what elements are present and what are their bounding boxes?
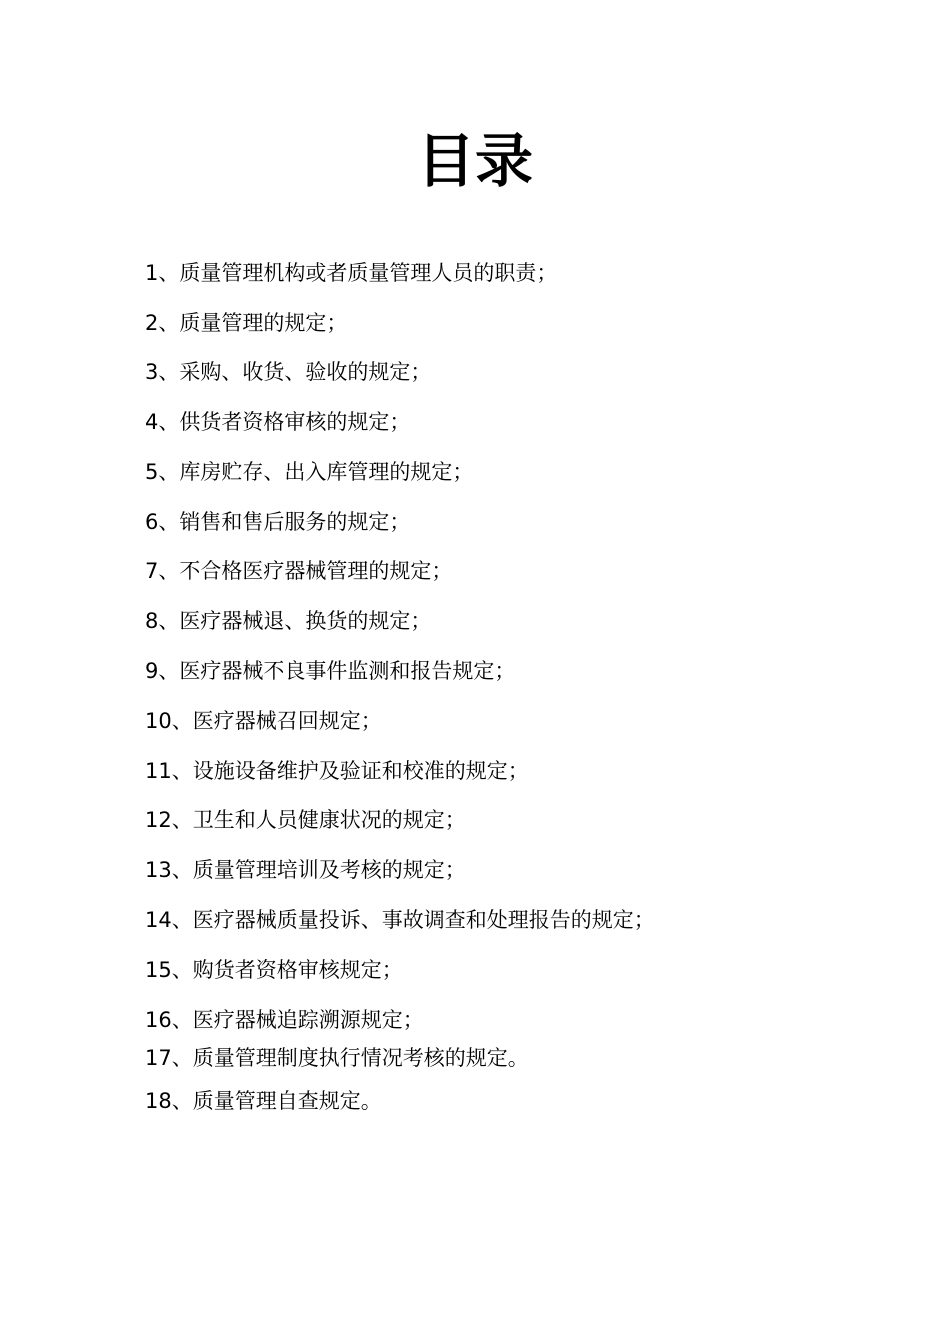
toc-item: 17、质量管理制度执行情况考核的规定。 xyxy=(145,1046,529,1070)
toc-item: 12、卫生和人员健康状况的规定； xyxy=(145,808,466,832)
toc-item: 16、医疗器械追踪溯源规定； xyxy=(145,1008,424,1032)
toc-item: 1、质量管理机构或者质量管理人员的职责； xyxy=(145,261,558,285)
toc-item: 13、质量管理培训及考核的规定； xyxy=(145,858,466,882)
toc-item: 15、购货者资格审核规定； xyxy=(145,958,403,982)
toc-item: 4、供货者资格审核的规定； xyxy=(145,410,411,434)
toc-item: 7、不合格医疗器械管理的规定； xyxy=(145,559,453,583)
page-title: 目录 xyxy=(416,127,533,195)
toc-item: 2、质量管理的规定； xyxy=(145,311,348,335)
toc-item: 6、销售和售后服务的规定； xyxy=(145,510,411,534)
toc-item: 11、设施设备维护及验证和校准的规定； xyxy=(145,759,529,783)
toc-item: 18、质量管理自查规定。 xyxy=(145,1089,382,1113)
toc-item: 8、医疗器械退、换货的规定； xyxy=(145,609,432,633)
toc-item: 3、采购、收货、验收的规定； xyxy=(145,360,432,384)
toc-item: 9、医疗器械不良事件监测和报告规定； xyxy=(145,659,516,683)
toc-item: 14、医疗器械质量投诉、事故调查和处理报告的规定； xyxy=(145,908,655,932)
toc-item: 10、医疗器械召回规定； xyxy=(145,709,382,733)
toc-item: 5、库房贮存、出入库管理的规定； xyxy=(145,460,474,484)
